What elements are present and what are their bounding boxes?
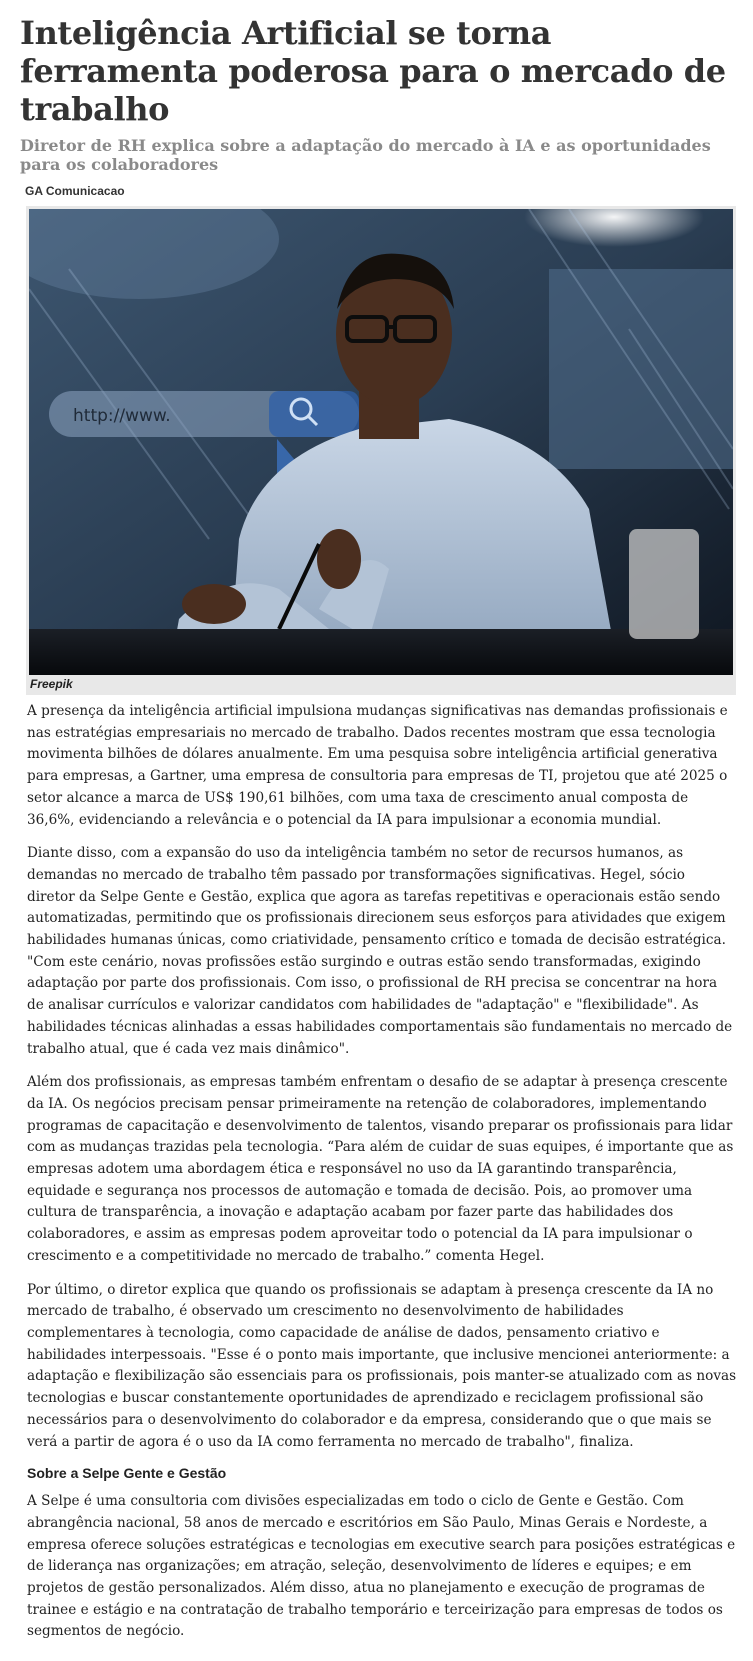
paragraph: Diante disso, com a expansão do uso da inteligência também no setor de recursos humanos, as demandas no mercado de trabalho têm passado por transformações significativas. Hegel, sócio diretor da Selpe Gente e Gestão, explica que agora as tarefas repetitivas e operacionais estão sendo automatizadas, permitindo que os profissionais direcionem seus esforços para atividades que exigem habilidades humanas únicas, como criatividade, pensamento crítico e tomada de decisão estratégica. "Com este cenário, novas profissões estão surgindo e outras estão sendo transformadas, exigindo adaptação por parte dos profissionais. Com isso, o profissional de RH precisa se concentrar na hora de analisar currículos e valorizar candidatos com habilidades de "adaptação" e "flexibilidade". As habilidades técnicas alinhadas a essas habilidades comportamentais são fundamentais no mercado de trabalho atual, que é cada vez mais dinâmico". (27, 845, 733, 1057)
author-byline[interactable]: GA Comunicacao (25, 184, 125, 198)
photo-credit: Freepik (30, 677, 73, 691)
paragraph: Além dos profissionais, as empresas também enfrentam o desafio de se adaptar à presença crescente da IA. Os negócios precisam pensar primeiramente na retenção de colaboradores, implementando programas de capacitação e desenvolvimento de talentos, visando preparar os profissionais para lidar com as mudanças trazidas pela tecnologia. “Para além de cuidar de suas equipes, é importante que as empresas adotem uma abordagem ética e responsável no uso da IA garantindo transparência, equidade e segurança nos processos de automação e tomada de decisão. Pois, ao promover uma cultura de transparência, a inovação e adaptação acabam por fazer parte das habilidades dos colaboradores, e assim as empresas podem aproveitar todo o potencial da IA para impulsionar o crescimento e a competitividade no mercado de trabalho.” comenta Hegel. (27, 1074, 734, 1264)
paragraph: A presença da inteligência artificial impulsiona mudanças significativas nas demandas profissionais e nas estratégias empresariais no mercado de trabalho. Dados recentes mostram que essa tecnologia movimenta bilhões de dólares anualmente. Em uma pesquisa sobre inteligência artificial generativa para empresas, a Gartner, uma empresa de consultoria para empresas de TI, projetou que até 2025 o setor alcance a marca de US$ 190,61 bilhões, com uma taxa de crescimento anual composta de 36,6%, evidenciando a relevância e o potencial da IA para impulsionar a economia mundial. (27, 703, 728, 828)
article-headline: Inteligência Artificial se torna ferramenta poderosa para o mercado de trabalho (20, 14, 726, 128)
paragraph: Por último, o diretor explica que quando os profissionais se adaptam à presença crescente da IA no mercado de trabalho, é observado um crescimento no desenvolvimento de habilidades complementares à tecnologia, como capacidade de análise de dados, pensamento criativo e habilidades interpessoais. "Esse é o ponto mais importante, que inclusive mencionei anteriormente: a adaptação e flexibilização são essenciais para os profissionais, pois manter-se atualizado com as novas tecnologias e buscar constantemente oportunidades de aprendizado e reciclagem profissional são necessários para o desenvolvimento do colaborador e da empresa, considerando que o que mais se verá a partir de agora é o uso da IA como ferramenta no mercado de trabalho", finaliza. (27, 1281, 737, 1450)
about-paragraph: A Selpe é uma consultoria com divisões especializadas em todo o ciclo de Gente e Gestão. Com abrangência nacional, 58 anos de mercado e escritórios em São Paulo, Minas Gerais e Nordeste, a empresa oferece soluções estratégicas e tecnologias em executive search para posições estratégicas e de liderança nas organizações; em atração, seleção, desenvolvimento de líderes e equipes; e em projetos de gestão personalizados. Além disso, atua no planejamento e execução de programas de trainee e estágio e na contratação de trabalho temporário e terceirização para empresas de todos os segmentos de negócio. (27, 1493, 736, 1640)
search-bar-url-text: http://www. (73, 406, 171, 426)
article-photo[interactable] (29, 209, 733, 675)
article-body (27, 701, 737, 1643)
about-heading: Sobre a Selpe Gente e Gestão (27, 1465, 227, 1482)
photo-illustration (29, 209, 733, 675)
article-figure (26, 206, 736, 695)
article-subtitle: Diretor de RH explica sobre a adaptação do mercado à IA e as oportunidades para os colaboradores (20, 136, 711, 174)
